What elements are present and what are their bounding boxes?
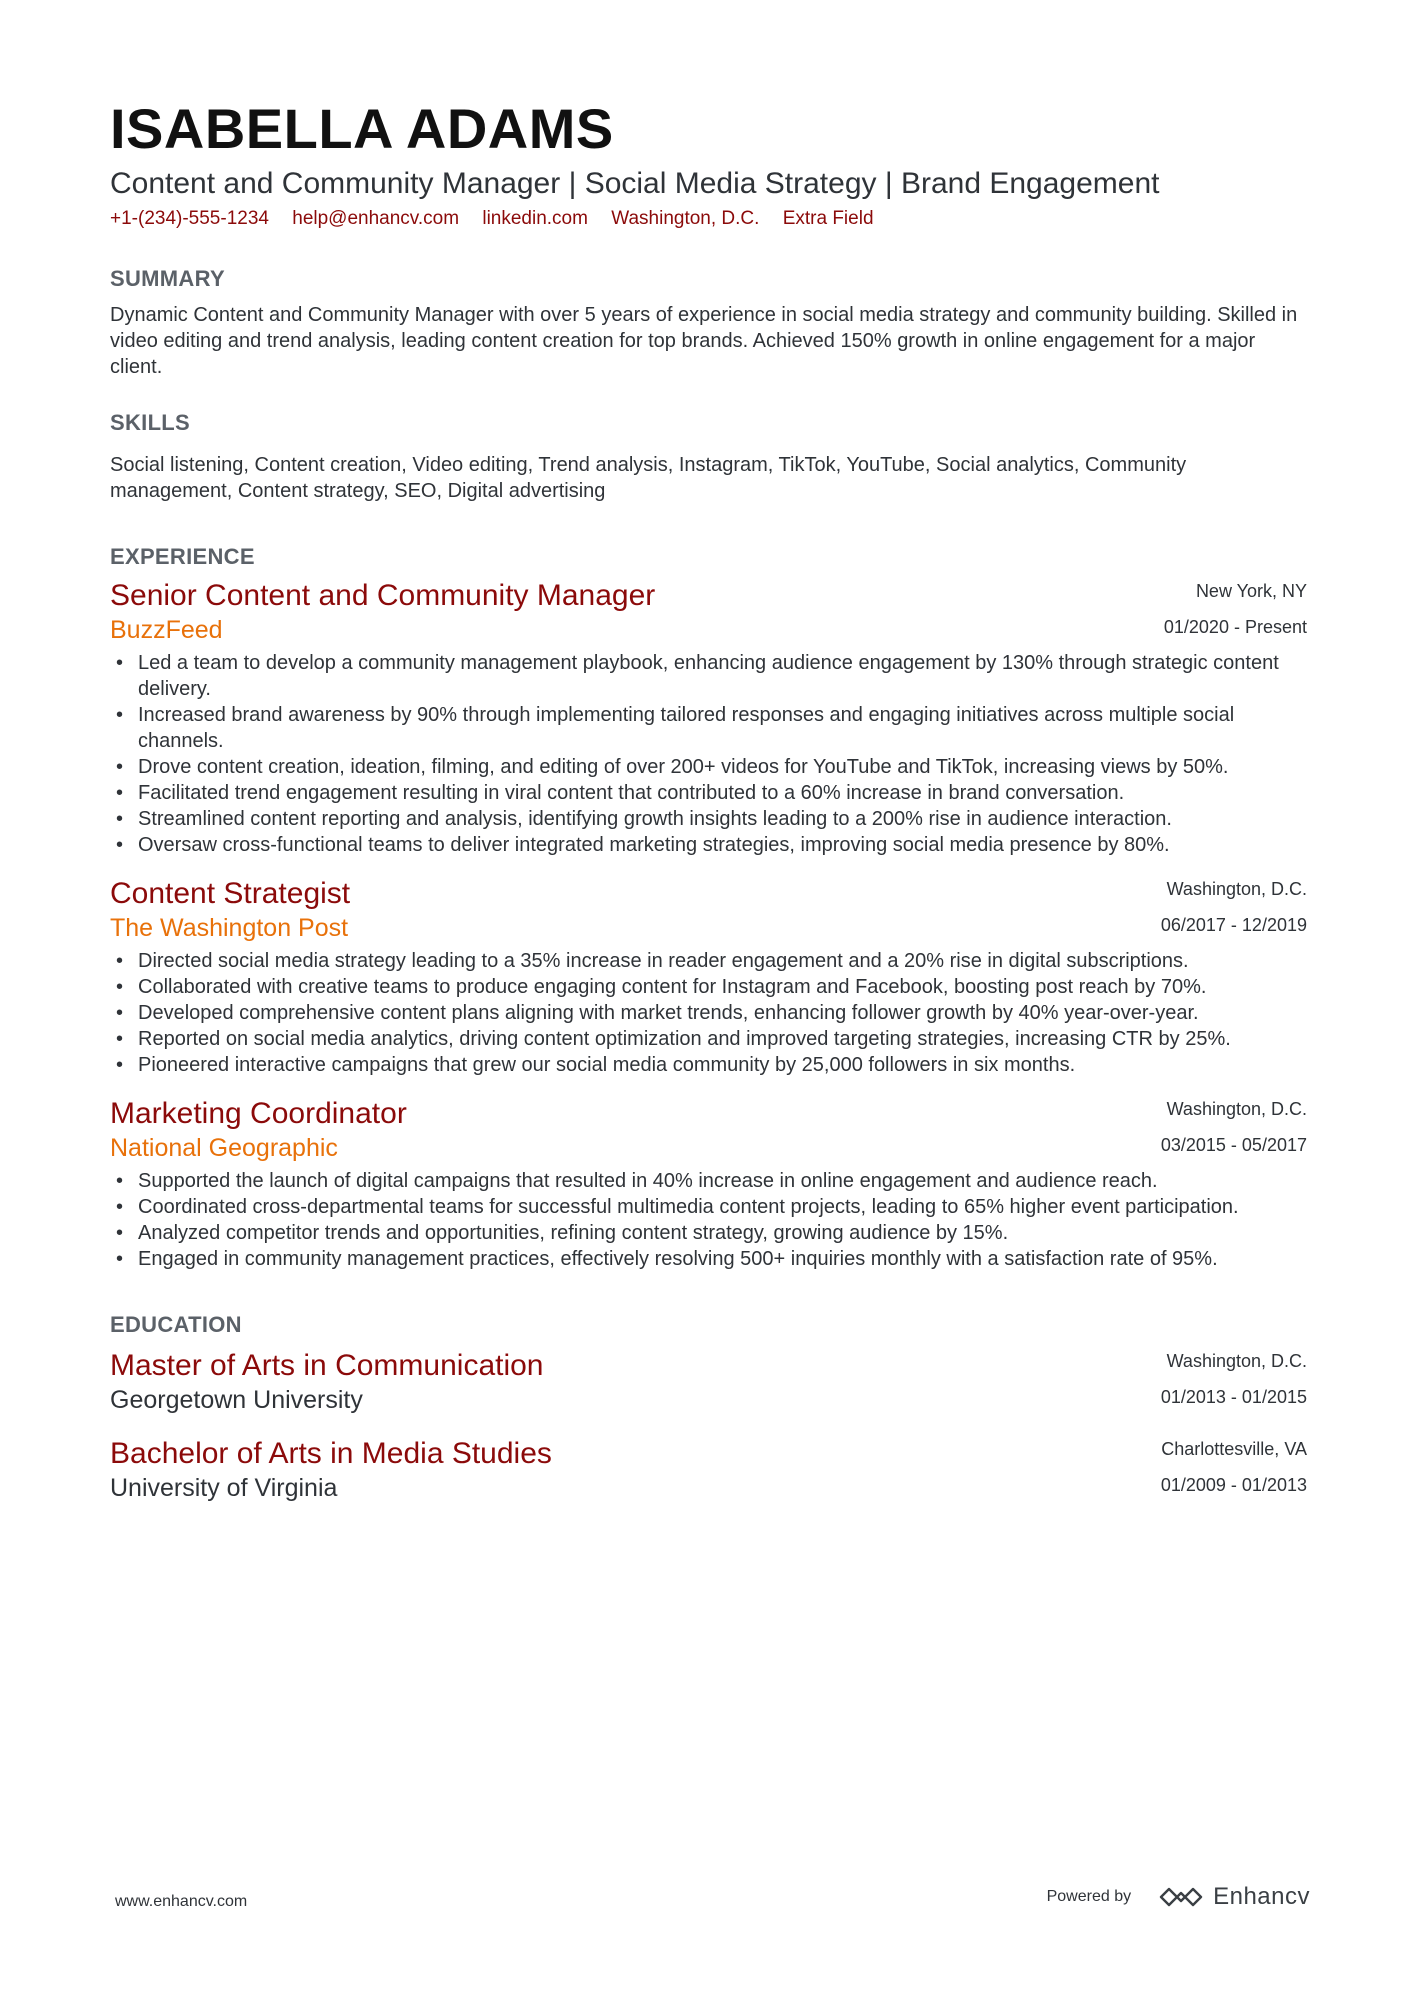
education-title: EDUCATION	[110, 1312, 242, 1337]
school-name: Georgetown University	[110, 1386, 363, 1414]
enhancv-logo-icon	[1157, 1884, 1205, 1910]
job-bullet: • Drove content creation, ideation, filming, and editing of over 200+ videos for YouTube and TikTok, increasing views by 50%.	[110, 754, 1307, 780]
skills-title: SKILLS	[110, 410, 191, 435]
footer-website[interactable]: www.enhancv.com	[115, 1893, 248, 1910]
job-bullet: • Directed social media strategy leading to a 35% increase in reader engagement and a 20% rise in digital subscriptions.	[110, 948, 1307, 974]
job-bullets	[110, 948, 1307, 1078]
job-bullet: • Led a team to develop a community management playbook, enhancing audience engagement by 130% through strategic content delivery.	[110, 650, 1307, 702]
job-location: New York, NY	[1195, 581, 1307, 601]
job-bullets	[110, 650, 1307, 858]
contact-location: Washington, D.C.	[611, 208, 760, 229]
education-section	[110, 1312, 1307, 1504]
job-bullet: • Pioneered interactive campaigns that grew our social media community by 25,000 followers in six months.	[110, 1052, 1307, 1078]
job-title: Marketing Coordinator	[110, 1097, 407, 1130]
job-bullet: • Increased brand awareness by 90% through implementing tailored responses and engaging initiatives across multiple social channels.	[110, 702, 1307, 754]
summary-title: SUMMARY	[110, 266, 225, 291]
education-entry	[110, 1436, 1307, 1504]
powered-by-label: Powered by	[1046, 1888, 1132, 1905]
job-bullet: • Analyzed competitor trends and opportunities, refining content strategy, growing audience by 15%.	[110, 1220, 1307, 1246]
job-meta	[1161, 1096, 1307, 1168]
education-location: Charlottesville, VA	[1161, 1439, 1307, 1459]
footer-branding	[1047, 1883, 1310, 1911]
job-dates: 03/2015 - 05/2017	[1160, 1135, 1307, 1155]
contact-email[interactable]: help@enhancv.com	[292, 208, 460, 229]
job-company: National Geographic	[110, 1134, 338, 1162]
job-bullet: • Developed comprehensive content plans aligning with market trends, enhancing follower growth by 40% year-over-year.	[110, 1000, 1307, 1026]
job-company: The Washington Post	[110, 914, 349, 942]
job-bullets	[110, 1168, 1307, 1272]
contact-linkedin[interactable]: linkedin.com	[482, 208, 588, 229]
job-bullet: • Coordinated cross-departmental teams for successful multimedia content projects, leading to 65% higher event participation.	[110, 1194, 1307, 1220]
resume-content	[110, 96, 1307, 1504]
degree-title: Master of Arts in Communication	[110, 1349, 544, 1382]
contact-line	[110, 206, 1307, 232]
experience-entry	[110, 876, 1307, 1078]
job-dates: 06/2017 - 12/2019	[1160, 915, 1307, 935]
candidate-headline: Content and Community Manager | Social Media Strategy | Brand Engagement	[110, 167, 1160, 200]
skills-text: Social listening, Content creation, Video editing, Trend analysis, Instagram, TikTok, YouTube, Social analytics, Community management, Content strategy, SEO, Digital advertising	[110, 454, 1187, 502]
experience-title: EXPERIENCE	[110, 544, 255, 569]
contact-phone[interactable]: +1-(234)-555-1234	[110, 208, 269, 229]
skills-section	[110, 410, 1307, 504]
school-name: University of Virginia	[110, 1474, 338, 1502]
job-bullet: • Reported on social media analytics, driving content optimization and improved targeting strategies, increasing CTR by 25%.	[110, 1026, 1307, 1052]
job-dates: 01/2020 - Present	[1163, 617, 1307, 637]
education-meta	[1161, 1436, 1307, 1508]
job-location: Washington, D.C.	[1166, 879, 1307, 899]
education-dates: 01/2013 - 01/2015	[1160, 1387, 1307, 1407]
experience-entry	[110, 1096, 1307, 1272]
job-bullet: • Oversaw cross-functional teams to deliver integrated marketing strategies, improving social media presence by 80%.	[110, 832, 1307, 858]
degree-title: Bachelor of Arts in Media Studies	[110, 1437, 552, 1470]
job-meta	[1164, 578, 1307, 650]
education-location: Washington, D.C.	[1166, 1351, 1307, 1371]
job-bullet: • Collaborated with creative teams to produce engaging content for Instagram and Facebook, boosting post reach by 70%.	[110, 974, 1307, 1000]
job-company: BuzzFeed	[110, 616, 223, 644]
job-bullet: • Streamlined content reporting and analysis, identifying growth insights leading to a 200% rise in audience interaction.	[110, 806, 1307, 832]
education-dates: 01/2009 - 01/2013	[1160, 1475, 1307, 1495]
summary-section	[110, 266, 1307, 380]
education-entry	[110, 1348, 1307, 1416]
summary-text: Dynamic Content and Community Manager with over 5 years of experience in social media strategy and community building. Skilled in video editing and trend analysis, leading content creation for top brands. Achieved 150% growth in online engagement for a major client.	[110, 304, 1298, 378]
job-bullet: • Supported the launch of digital campaigns that resulted in 40% increase in online engagement and audience reach.	[110, 1168, 1307, 1194]
job-title: Content Strategist	[110, 877, 351, 910]
job-bullet: • Engaged in community management practices, effectively resolving 500+ inquiries monthly with a satisfaction rate of 95%.	[110, 1246, 1307, 1272]
experience-entry	[110, 578, 1307, 858]
candidate-name: ISABELLA ADAMS	[110, 97, 614, 160]
job-location: Washington, D.C.	[1166, 1099, 1307, 1119]
enhancv-brand[interactable]: Enhancv	[1213, 1883, 1310, 1910]
job-meta	[1161, 876, 1307, 948]
contact-extra-field: Extra Field	[782, 208, 874, 229]
job-title: Senior Content and Community Manager	[110, 579, 656, 612]
experience-section	[110, 544, 1307, 1272]
education-meta	[1161, 1348, 1307, 1420]
job-bullet: • Facilitated trend engagement resulting in viral content that contributed to a 60% increase in brand conversation.	[110, 780, 1307, 806]
